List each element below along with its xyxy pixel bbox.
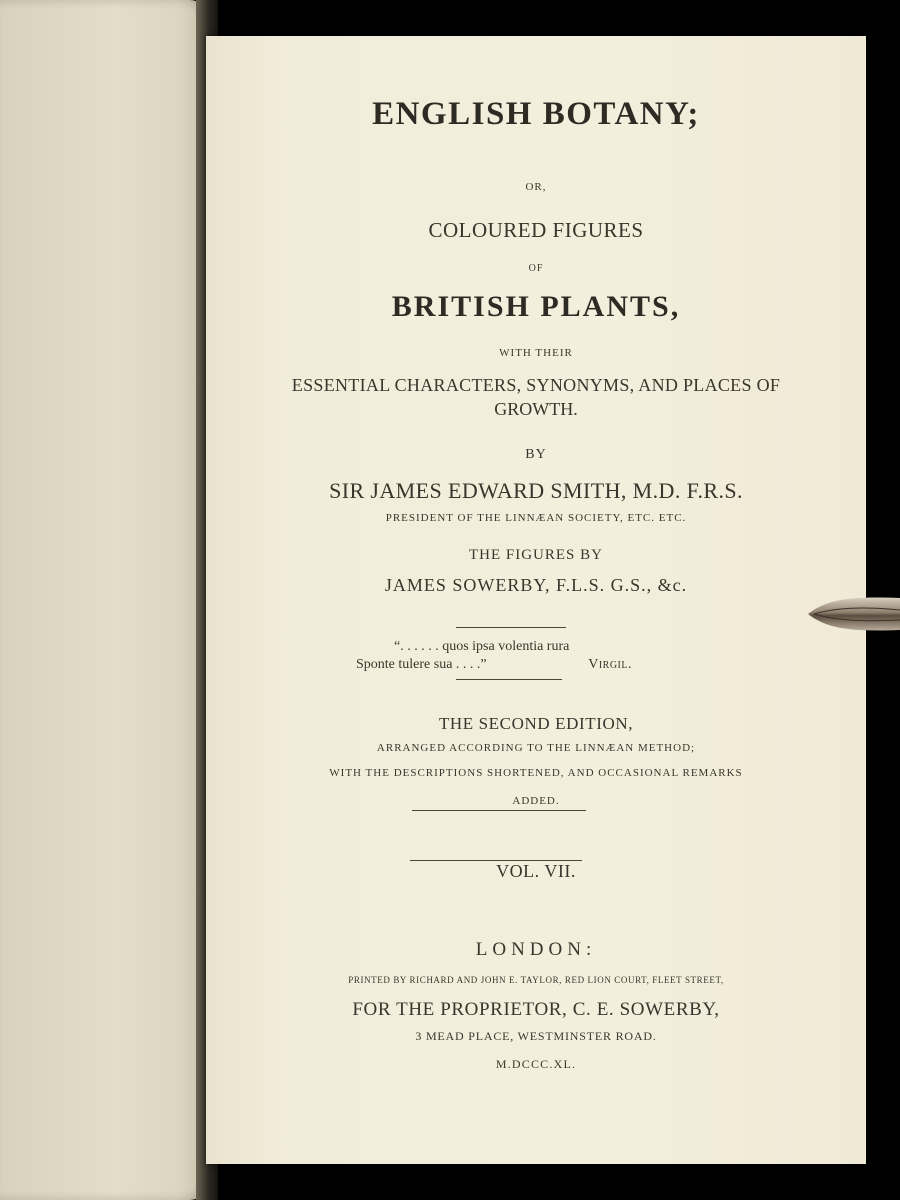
subtitle-connector: OF bbox=[528, 263, 544, 274]
author-title: PRESIDENT OF THE LINNÆAN SOCIETY, ETC. ETC. bbox=[385, 512, 687, 524]
with-their-text: WITH THEIR bbox=[499, 347, 573, 359]
address-line: 3 MEAD PLACE, WESTMINSTER ROAD. bbox=[415, 1029, 657, 1043]
epigraph-attribution: Virgil. bbox=[588, 657, 632, 672]
rule-below-volume bbox=[410, 860, 582, 861]
rule-above-volume bbox=[412, 810, 586, 811]
publication-date: M.DCCC.XL. bbox=[495, 1057, 577, 1071]
volume-number: VOL. VII. bbox=[496, 861, 576, 881]
subtitle-line-1: COLOURED FIGURES bbox=[428, 218, 644, 242]
epigraph-line-2: Sponte tulere sua . . . .” bbox=[356, 657, 487, 672]
description-line-2: GROWTH. bbox=[494, 399, 578, 419]
proprietor-line: FOR THE PROPRIETOR, C. E. SOWERBY, bbox=[352, 999, 720, 1020]
epigraph-line-1: “. . . . . . quos ipsa volentia rura bbox=[394, 639, 570, 654]
left-page-leaf bbox=[0, 0, 208, 1200]
subtitle-line-2: BRITISH PLANTS, bbox=[391, 290, 681, 323]
description-line-1: ESSENTIAL CHARACTERS, SYNONYMS, AND PLACES OF bbox=[291, 375, 781, 395]
by-text: BY bbox=[525, 447, 547, 462]
rule-under-epigraph bbox=[456, 679, 562, 680]
edition-text: THE SECOND EDITION, bbox=[438, 714, 634, 733]
title-page bbox=[206, 36, 866, 1164]
descriptions-line-1: WITH THE DESCRIPTIONS SHORTENED, AND OCCASIONAL REMARKS bbox=[329, 767, 743, 779]
printer-line: PRINTED BY RICHARD AND JOHN E. TAYLOR, RED LION COURT, FLEET STREET, bbox=[348, 975, 724, 985]
rule-above-epigraph bbox=[456, 627, 566, 628]
epigraph bbox=[356, 638, 656, 674]
illustrator-name: JAMES SOWERBY, F.L.S. G.S., &c. bbox=[384, 575, 688, 595]
arrangement-text: ARRANGED ACCORDING TO THE LINNÆAN METHOD; bbox=[376, 742, 696, 754]
title-conjunction: OR, bbox=[525, 181, 547, 193]
ribbon-bookmark bbox=[808, 592, 900, 636]
book-title: ENGLISH BOTANY; bbox=[372, 96, 700, 132]
figures-by-text: THE FIGURES BY bbox=[468, 547, 603, 563]
imprint-city: LONDON: bbox=[475, 939, 597, 960]
descriptions-line-2: ADDED. bbox=[512, 795, 560, 807]
author-name: SIR JAMES EDWARD SMITH, M.D. F.R.S. bbox=[329, 478, 743, 503]
